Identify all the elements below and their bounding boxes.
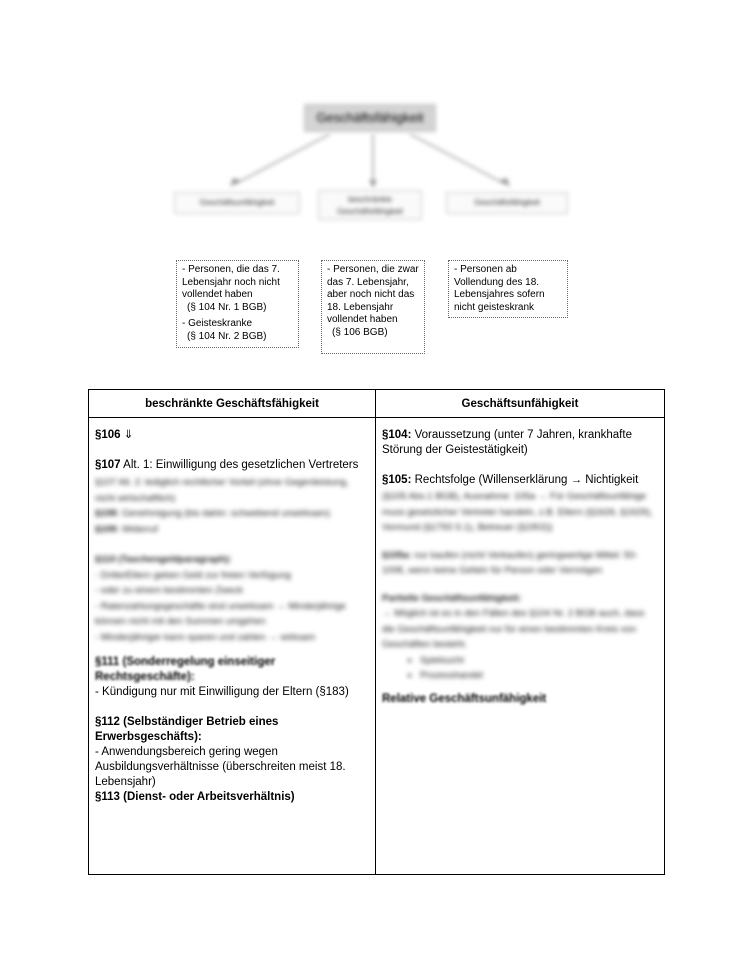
section-106: §106 ⇓	[95, 429, 134, 441]
diagram-detail-unfaehig	[176, 260, 299, 348]
list-item: • Spielsucht	[420, 653, 654, 669]
table-header-row	[89, 390, 665, 418]
comparison-table	[88, 389, 665, 875]
detail-text: - Personen, die das 7. Lebensjahr noch nicht vollendet haben	[182, 264, 280, 300]
table-row	[89, 418, 665, 875]
list-item: • Prozesshandel	[420, 668, 654, 684]
section-107: §107 Alt. 1: Einwilligung des gesetzlichen Vertreters	[95, 459, 359, 471]
diagram-root-node: Geschäftsfähigkeit	[304, 104, 436, 132]
column-header-unfaehig: Geschäftsunfähigkeit	[376, 390, 665, 418]
section-112-text: - Anwendungsbereich gering wegen Ausbildungsverhältnisse (überschreiten meist 18. Lebensjahr)	[95, 746, 346, 788]
section-105: §105: Rechtsfolge (Willenserklärung → Nichtigkeit	[382, 474, 639, 486]
bullet-list	[382, 653, 654, 684]
section-112-title: §112 (Selbständiger Betrieb eines Erwerbsgeschäfts):	[95, 716, 279, 743]
diagram-node-beschraenkte: beschränkte Geschäftsfähigkeit	[318, 190, 422, 220]
detail-text: (§ 104 Nr. 2 BGB)	[187, 330, 267, 342]
section-104: §104: Voraussetzung (unter 7 Jahren, krankhafte Störung der Geistestätigkeit)	[382, 429, 632, 456]
detail-text: - Geisteskranke	[182, 318, 253, 329]
section-111-title: §111 (Sonderregelung einseitiger Rechtsgeschäfte):	[95, 656, 276, 683]
concept-diagram	[170, 88, 590, 363]
arrow-down-icon: ⇓	[123, 429, 134, 441]
diagram-detail-beschraenkt	[321, 260, 425, 354]
blurred-content-left: §107 Alt. 2: lediglich rechtlicher Vorteil (ohne Gegenleistung, nicht wirtschaftlich) §108: Genehmigung (bis dahin: schwebend unwirksam) §109: Widerruf §110 (Taschengeldparagraph): - Dritte/Eltern geben Geld zur freien Verfügung - oder zu einem bestimmten Zweck - Ratenzahlungsgeschäfte sind unwirksam → Minderjährige können nicht mit den Summen umgehen - Minderjähriger kann sparen und zahlen → wirksam	[95, 477, 349, 643]
detail-text: - Personen ab Vollendung des 18. Lebensjahres sofern nicht geisteskrank	[454, 264, 545, 313]
section-relative: Relative Geschäftsunfähigkeit	[382, 692, 547, 705]
diagram-node-geschaeftsunfaehigkeit: Geschäftsunfähigkeit	[174, 192, 300, 214]
diagram-node-geschaeftsfaehigkeit: Geschäftsfähigkeit	[446, 192, 568, 214]
section-113-title: §113 (Dienst- oder Arbeitsverhältnis)	[95, 791, 295, 803]
detail-text: (§ 106 BGB)	[332, 326, 388, 338]
cell-beschraenkt	[89, 418, 376, 875]
column-header-beschraenkt: beschränkte Geschäftsfähigkeit	[89, 390, 376, 418]
diagram-detail-faehig	[448, 260, 568, 318]
section-111-text: - Kündigung nur mit Einwilligung der Eltern (§183)	[95, 686, 349, 698]
detail-text: - Personen, die zwar das 7. Lebensjahr, aber noch nicht das 18. Lebensjahr vollendet haben	[327, 264, 419, 325]
cell-unfaehig	[376, 418, 665, 875]
detail-text: (§ 104 Nr. 1 BGB)	[187, 301, 267, 313]
blurred-content-right: (§105 Abs.1 BGB), Ausnahme: 105a → Für Geschäftsunfähige muss gesetzlicher Vertreter handeln, z.B. Eltern (§1626, §1629), Vormund (§1793 S.1), Betreuer (§1902)) §105a: nur kaufen (nicht Verkaufen) geringwertige Mittel: 50-100€, wenn keine Gefahr für Person oder Vermögen Partielle Geschäftsunfähigkeit: → Möglich ist es in den Fällen des §104 Nr. 2 BGB auch, dass die Geschäftsunfähigkeit nur für einen bestimmten Kreis von Geschäften besteht. • Spielsucht • Prozesshandel	[382, 489, 658, 684]
